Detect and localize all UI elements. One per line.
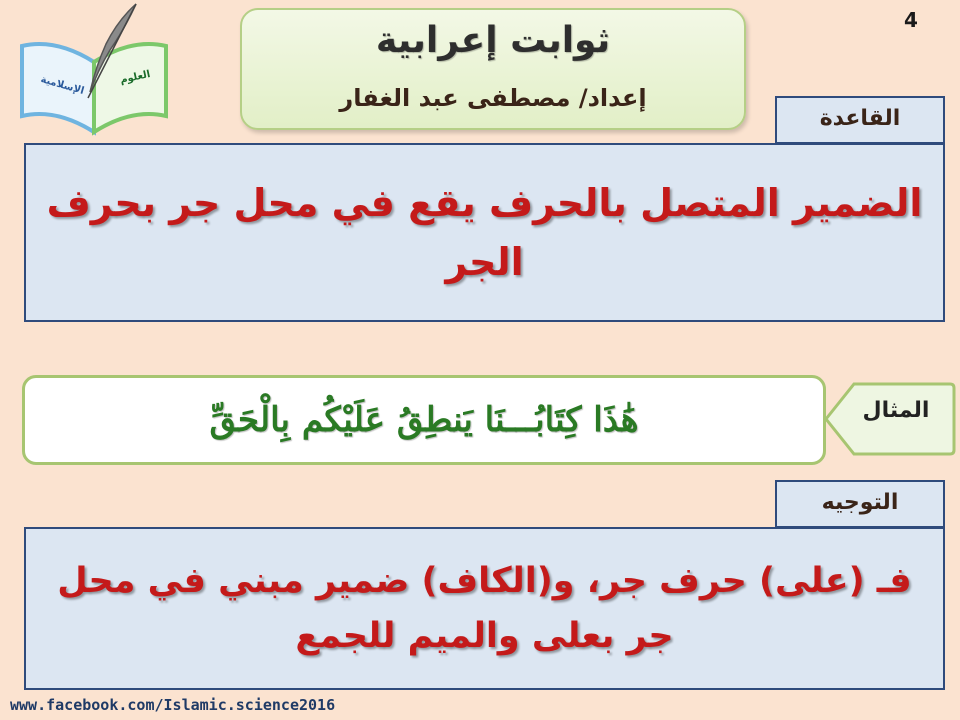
- rule-label: القاعدة: [775, 96, 945, 144]
- logo-text-sciences: العلوم: [119, 68, 152, 87]
- facebook-link[interactable]: www.facebook.com/Islamic.science2016: [10, 696, 336, 714]
- example-panel: [22, 375, 826, 465]
- logo: [16, 0, 174, 138]
- book-quill-icon: [16, 0, 174, 138]
- example-text: هَٰذَا كِتَابُـــنَا يَنطِقُ عَلَيْكُم بِالْحَقِّ: [209, 400, 639, 440]
- guidance-label: التوجيه: [775, 480, 945, 528]
- author-line: إعداد/ مصطفى عبد الغفار: [339, 84, 647, 112]
- page-title: ثوابت إعرابية: [375, 20, 611, 61]
- guidance-text: فـ (على) حرف جر، و(الكاف) ضمير مبني في محل جر بعلى والميم للجمع: [57, 561, 912, 656]
- title-card: [240, 8, 746, 130]
- logo-text-islamic: الإسلامية: [39, 74, 86, 97]
- rule-panel: [24, 143, 945, 322]
- page-number: 4: [904, 8, 918, 32]
- example-label: المثال: [862, 398, 930, 423]
- rule-text: الضمير المتصل بالحرف يقع في محل جر بحرف الجر: [46, 180, 923, 284]
- guidance-panel: [24, 527, 945, 690]
